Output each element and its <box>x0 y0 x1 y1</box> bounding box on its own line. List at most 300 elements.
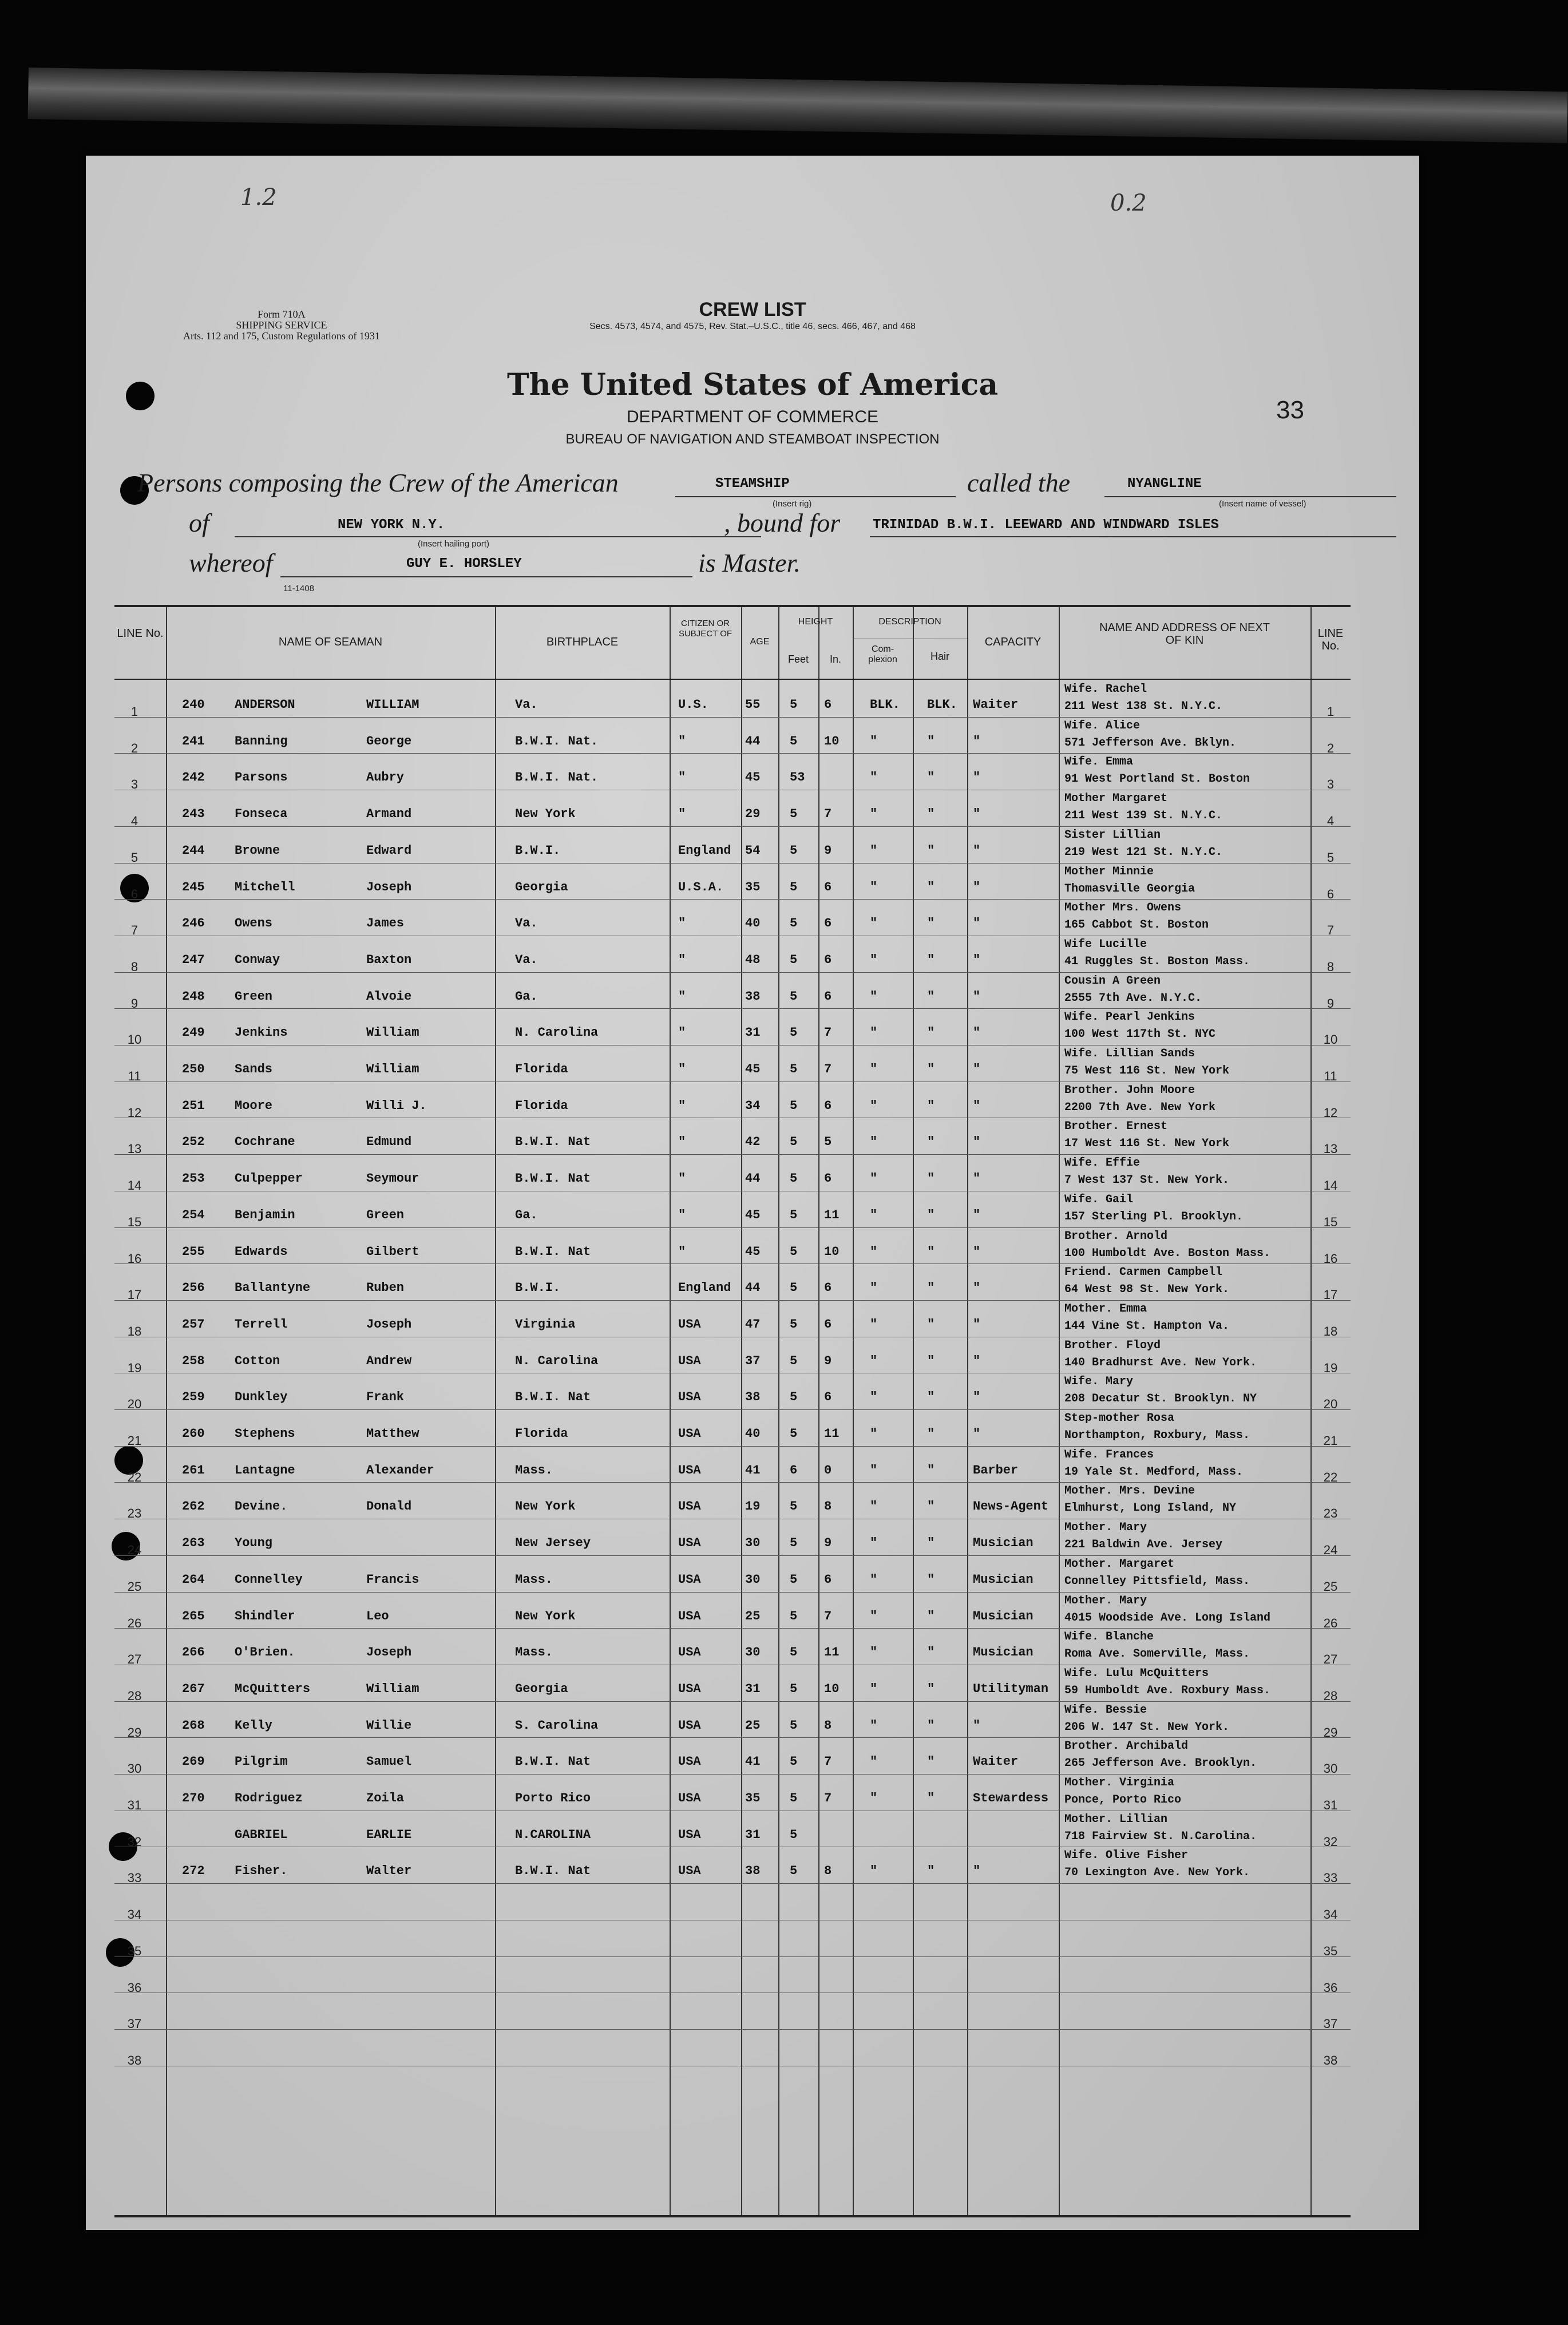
height-feet: 5 <box>790 989 798 1004</box>
line-number-right: 35 <box>1323 1943 1338 1958</box>
line-number-right: 7 <box>1327 923 1335 938</box>
birthplace: New York <box>515 1499 576 1514</box>
col-divider <box>913 607 914 2215</box>
citizenship: England <box>678 843 731 858</box>
header-citizen: CITIZEN OR SUBJECT OF <box>678 619 732 639</box>
age: 38 <box>745 989 761 1004</box>
next-of-kin-address: 64 West 98 St. New York. <box>1064 1283 1230 1297</box>
citizenship: " <box>678 1135 686 1150</box>
port-hint: (Insert hailing port) <box>418 539 490 549</box>
height-inches: 7 <box>824 1791 832 1805</box>
height-inches: 6 <box>824 989 832 1004</box>
header-feet: Feet <box>787 653 809 665</box>
line-number: 14 <box>127 1178 142 1193</box>
seaman-surname: Jenkins <box>235 1025 288 1040</box>
header-line-no-right: LINE No. <box>1317 627 1344 652</box>
seaman-given-name: Andrew <box>366 1353 412 1368</box>
next-of-kin-name: Friend. Carmen Campbell <box>1064 1266 1223 1280</box>
whereof-label: whereof <box>189 548 273 577</box>
row-divider <box>114 1737 1351 1738</box>
col-divider <box>741 607 742 2215</box>
seaman-surname: Parsons <box>235 770 288 785</box>
next-of-kin-name: Mother Margaret <box>1064 792 1168 806</box>
citizenship: USA <box>678 1463 701 1478</box>
hair: " <box>927 770 935 785</box>
complexion: " <box>870 1572 878 1587</box>
capacity: News-Agent <box>973 1499 1049 1514</box>
seaman-surname: Young <box>235 1536 273 1551</box>
line-number: 6 <box>130 886 138 901</box>
seaman-number: 265 <box>182 1609 205 1623</box>
hair: " <box>927 1427 935 1441</box>
seaman-given-name: Gilbert <box>366 1244 419 1259</box>
hair: " <box>927 1207 935 1222</box>
hair: " <box>927 1062 935 1076</box>
height-inches: 7 <box>824 1609 832 1623</box>
next-of-kin-name: Wife. Frances <box>1064 1448 1154 1461</box>
seaman-number: 249 <box>182 1025 205 1040</box>
seaman-number: 244 <box>182 843 205 858</box>
seaman-number: 258 <box>182 1353 205 1368</box>
citizenship: " <box>678 770 686 785</box>
height-inches: 5 <box>824 1135 832 1150</box>
citizenship: " <box>678 952 686 967</box>
citizenship: USA <box>678 1754 701 1769</box>
next-of-kin-name: Mother. Virginia <box>1064 1776 1175 1789</box>
seaman-surname: Green <box>235 989 273 1004</box>
line-number-right: 15 <box>1323 1214 1338 1229</box>
seaman-number: 266 <box>182 1645 205 1660</box>
height-feet: 5 <box>790 1427 798 1441</box>
citizenship: USA <box>678 1645 701 1660</box>
citizenship: " <box>678 1207 686 1222</box>
next-of-kin-name: Mother Mrs. Owens <box>1064 901 1182 915</box>
citizenship: " <box>678 1062 686 1076</box>
height-inches: 7 <box>824 1062 832 1076</box>
complexion: " <box>870 1025 878 1040</box>
seaman-given-name: Ruben <box>366 1281 405 1296</box>
row-divider <box>114 1446 1351 1447</box>
line-number-right: 21 <box>1323 1433 1338 1448</box>
citizenship: USA <box>678 1427 701 1441</box>
birthplace: S. Carolina <box>515 1718 599 1733</box>
age: 41 <box>745 1463 761 1478</box>
line-number: 9 <box>130 996 138 1011</box>
capacity: " <box>973 1207 981 1222</box>
line-number-right: 32 <box>1323 1834 1338 1849</box>
hair: " <box>927 1536 935 1551</box>
complexion: " <box>870 1281 878 1296</box>
age: 41 <box>745 1754 761 1769</box>
seaman-given-name: James <box>366 916 405 931</box>
row-divider <box>114 2029 1351 2030</box>
next-of-kin-address: 59 Humboldt Ave. Roxbury Mass. <box>1064 1684 1271 1697</box>
next-of-kin-address: 144 Vine St. Hampton Va. <box>1064 1319 1230 1333</box>
next-of-kin-address: Roma Ave. Somerville, Mass. <box>1064 1647 1250 1661</box>
height-feet: 5 <box>790 880 798 894</box>
col-divider <box>778 607 779 2215</box>
citizenship: USA <box>678 1390 701 1405</box>
birthplace: Florida <box>515 1098 568 1113</box>
seaman-surname: Cochrane <box>235 1135 295 1150</box>
seaman-surname: GABRIEL <box>235 1827 288 1842</box>
complexion: " <box>870 1681 878 1696</box>
line-number: 18 <box>127 1324 142 1338</box>
row-divider <box>114 1300 1351 1301</box>
age: 31 <box>745 1681 761 1696</box>
seaman-surname: Conway <box>235 952 280 967</box>
age: 30 <box>745 1645 761 1660</box>
col-divider <box>495 607 496 2215</box>
capacity: Barber <box>973 1463 1019 1478</box>
hair: " <box>927 1463 935 1478</box>
age: 55 <box>745 698 761 712</box>
next-of-kin-address: 165 Cabbot St. Boston <box>1064 918 1209 932</box>
birthplace: New Jersey <box>515 1536 591 1551</box>
next-of-kin-name: Sister Lillian <box>1064 828 1161 842</box>
birthplace: B.W.I. <box>515 843 561 858</box>
height-feet: 5 <box>790 1609 798 1623</box>
age: 30 <box>745 1536 761 1551</box>
seaman-surname: Owens <box>235 916 273 931</box>
citizenship: England <box>678 1281 731 1296</box>
birthplace: Va. <box>515 952 538 967</box>
birthplace: B.W.I. Nat <box>515 1244 591 1259</box>
header-complexion: Com-plexion <box>868 644 897 664</box>
height-inches: 9 <box>824 843 832 858</box>
seaman-surname: McQuitters <box>235 1681 311 1696</box>
seaman-number: 259 <box>182 1390 205 1405</box>
capacity: Musician <box>973 1645 1034 1660</box>
height-feet: 5 <box>790 1098 798 1113</box>
of-label: of <box>189 508 209 537</box>
next-of-kin-name: Step-mother Rosa <box>1064 1412 1175 1425</box>
height-feet: 5 <box>790 1244 798 1259</box>
complexion: " <box>870 1645 878 1660</box>
next-of-kin-name: Wife. Blanche <box>1064 1630 1154 1644</box>
header-name: NAME OF SEAMAN <box>278 636 383 648</box>
line-number: 7 <box>130 923 138 938</box>
complexion: " <box>870 1864 878 1879</box>
vessel-hint: (Insert name of vessel) <box>1219 499 1306 509</box>
destination-underline <box>870 536 1396 537</box>
citizenship: USA <box>678 1317 701 1332</box>
vessel-name: NYANGLINE <box>1127 476 1202 492</box>
age: 35 <box>745 880 761 894</box>
line-number: 30 <box>127 1761 142 1776</box>
line-number-right: 37 <box>1323 2017 1338 2031</box>
birthplace: New York <box>515 1609 576 1623</box>
complexion: " <box>870 989 878 1004</box>
row-divider <box>114 753 1351 754</box>
citizenship: " <box>678 1025 686 1040</box>
crew-table <box>114 605 1351 2217</box>
height-feet: 5 <box>790 1718 798 1733</box>
complexion: " <box>870 1317 878 1332</box>
citizenship: " <box>678 989 686 1004</box>
citizenship: " <box>678 1244 686 1259</box>
next-of-kin-address: 2200 7th Ave. New York <box>1064 1100 1216 1114</box>
line-number-right: 18 <box>1323 1324 1338 1338</box>
complexion: " <box>870 1536 878 1551</box>
seaman-given-name: George <box>366 734 412 748</box>
seaman-number: 262 <box>182 1499 205 1514</box>
age: 45 <box>745 1244 761 1259</box>
height-inches: 8 <box>824 1718 832 1733</box>
birthplace: Georgia <box>515 1681 568 1696</box>
line-number-right: 36 <box>1323 1980 1338 1995</box>
seaman-given-name: Francis <box>366 1572 419 1587</box>
height-feet: 5 <box>790 952 798 967</box>
height-inches: 6 <box>824 952 832 967</box>
hair: " <box>927 1681 935 1696</box>
height-inches: 11 <box>824 1207 840 1222</box>
age: 34 <box>745 1098 761 1113</box>
citizenship: U.S.A. <box>678 880 724 894</box>
line-number: 20 <box>127 1397 142 1412</box>
citizenship: U.S. <box>678 698 708 712</box>
age: 45 <box>745 1062 761 1076</box>
row-divider <box>114 1774 1351 1775</box>
birthplace: B.W.I. Nat <box>515 1754 591 1769</box>
seaman-surname: Ballantyne <box>235 1281 311 1296</box>
header-divider <box>114 679 1351 680</box>
next-of-kin-name: Wife. Bessie <box>1064 1703 1147 1717</box>
seaman-given-name: William <box>366 1025 419 1040</box>
next-of-kin-address: 17 West 116 St. New York <box>1064 1137 1230 1151</box>
birthplace: B.W.I. Nat <box>515 1864 591 1879</box>
birthplace: B.W.I. Nat <box>515 1171 591 1186</box>
seaman-surname: Benjamin <box>235 1207 295 1222</box>
hair: " <box>927 1098 935 1113</box>
height-feet: 5 <box>790 1281 798 1296</box>
next-of-kin-address: 718 Fairview St. N.Carolina. <box>1064 1829 1257 1843</box>
seaman-surname: O'Brien. <box>235 1645 295 1660</box>
next-of-kin-address: 157 Sterling Pl. Brooklyn. <box>1064 1210 1244 1223</box>
line-number-right: 6 <box>1327 886 1335 901</box>
line-number: 37 <box>127 2017 142 2031</box>
next-of-kin-address: 41 Ruggles St. Boston Mass. <box>1064 954 1250 968</box>
seaman-number: 263 <box>182 1536 205 1551</box>
height-inches: 6 <box>824 1281 832 1296</box>
height-feet: 5 <box>790 1645 798 1660</box>
line-number: 11 <box>128 1069 141 1083</box>
seaman-given-name: Matthew <box>366 1427 419 1441</box>
hair: " <box>927 1281 935 1296</box>
seaman-surname: Culpepper <box>235 1171 303 1186</box>
birthplace: Mass. <box>515 1463 553 1478</box>
next-of-kin-address: 75 West 116 St. New York <box>1064 1064 1230 1078</box>
shipping-service: SHIPPING SERVICE <box>236 319 327 331</box>
line-number: 32 <box>127 1834 142 1849</box>
next-of-kin-name: Wife. Gail <box>1064 1193 1134 1206</box>
height-inches: 7 <box>824 807 832 822</box>
hair: " <box>927 989 935 1004</box>
height-feet: 5 <box>790 1025 798 1040</box>
citizenship: USA <box>678 1499 701 1514</box>
row-divider <box>114 1482 1351 1483</box>
age: 44 <box>745 1171 761 1186</box>
height-feet: 5 <box>790 1353 798 1368</box>
hair: " <box>927 880 935 894</box>
line-number-right: 5 <box>1327 850 1335 865</box>
next-of-kin-address: 100 West 117th St. NYC <box>1064 1028 1216 1041</box>
header-line-no: LINE No. <box>117 627 164 640</box>
height-inches: 6 <box>824 1572 832 1587</box>
seaman-number: 243 <box>182 807 205 822</box>
height-feet: 53 <box>790 770 805 785</box>
seaman-number: 255 <box>182 1244 205 1259</box>
seaman-given-name: Alexander <box>366 1463 434 1478</box>
line-number-right: 26 <box>1323 1615 1338 1630</box>
hair: " <box>927 1499 935 1514</box>
height-feet: 5 <box>790 1536 798 1551</box>
handwritten-note-right: 0.2 <box>1110 190 1147 216</box>
complexion: " <box>870 1754 878 1769</box>
height-feet: 5 <box>790 1827 798 1842</box>
capacity: " <box>973 843 981 858</box>
height-feet: 5 <box>790 1390 798 1405</box>
country-heading: The United States of America <box>506 367 999 402</box>
seaman-surname: Browne <box>235 843 280 858</box>
line-number: 34 <box>127 1907 142 1922</box>
line-number-right: 1 <box>1327 704 1335 719</box>
header-height: HEIGHT <box>798 617 833 627</box>
next-of-kin-name: Wife. Alice <box>1064 719 1141 732</box>
height-feet: 5 <box>790 1317 798 1332</box>
next-of-kin-address: 265 Jefferson Ave. Brooklyn. <box>1064 1757 1257 1771</box>
height-inches: 6 <box>824 916 832 931</box>
height-inches: 0 <box>824 1463 832 1478</box>
birthplace: Florida <box>515 1062 568 1076</box>
header-capacity: CAPACITY <box>984 636 1042 648</box>
line-number-right: 9 <box>1327 996 1335 1011</box>
row-divider <box>114 1701 1351 1702</box>
line-number-right: 34 <box>1323 1907 1338 1922</box>
seaman-number: 256 <box>182 1281 205 1296</box>
next-of-kin-address: 4015 Woodside Ave. Long Island <box>1064 1611 1271 1625</box>
row-divider <box>114 1956 1351 1957</box>
seaman-surname: Stephens <box>235 1427 295 1441</box>
col-divider <box>967 607 968 2215</box>
arts-reference: Arts. 112 and 175, Custom Regulations of 1931 <box>183 330 380 342</box>
age: 31 <box>745 1025 761 1040</box>
height-feet: 5 <box>790 843 798 858</box>
next-of-kin-name: Brother. Floyd <box>1064 1338 1161 1352</box>
age: 48 <box>745 952 761 967</box>
next-of-kin-name: Brother. John Moore <box>1064 1083 1195 1097</box>
age: 42 <box>745 1135 761 1150</box>
seaman-surname: Edwards <box>235 1244 288 1259</box>
line-number-right: 8 <box>1327 959 1335 974</box>
capacity: " <box>973 1098 981 1113</box>
hair: " <box>927 1171 935 1186</box>
next-of-kin-name: Mother. Mary <box>1064 1594 1147 1607</box>
age: 38 <box>745 1864 761 1879</box>
seaman-surname: Rodriguez <box>235 1791 303 1805</box>
line-number: 36 <box>127 1980 142 1995</box>
is-master-label: is Master. <box>698 548 801 577</box>
rig-underline <box>675 496 956 497</box>
seaman-surname: Cotton <box>235 1353 280 1368</box>
hair: " <box>927 843 935 858</box>
age: 38 <box>745 1390 761 1405</box>
height-inches: 9 <box>824 1536 832 1551</box>
complexion: " <box>870 734 878 748</box>
hair: " <box>927 952 935 967</box>
line-number: 38 <box>127 2053 142 2067</box>
next-of-kin-name: Brother. Ernest <box>1064 1120 1168 1134</box>
birthplace: B.W.I. <box>515 1281 561 1296</box>
seaman-given-name: William <box>366 1062 419 1076</box>
line-number-right: 20 <box>1323 1397 1338 1412</box>
citizenship: USA <box>678 1572 701 1587</box>
height-inches: 6 <box>824 1098 832 1113</box>
capacity: " <box>973 807 981 822</box>
line-number: 19 <box>127 1360 142 1375</box>
seaman-number: 241 <box>182 734 205 748</box>
next-of-kin-address: 211 West 138 St. N.Y.C. <box>1064 700 1223 713</box>
seaman-number: 246 <box>182 916 205 931</box>
capacity: " <box>973 770 981 785</box>
col-divider <box>670 607 671 2215</box>
line-number: 21 <box>127 1433 142 1448</box>
seaman-surname: Terrell <box>235 1317 288 1332</box>
line-number-right: 33 <box>1323 1871 1338 1886</box>
height-feet: 5 <box>790 807 798 822</box>
row-divider <box>114 863 1351 864</box>
rig-hint: (Insert rig) <box>773 499 812 509</box>
complexion: " <box>870 880 878 894</box>
complexion: " <box>870 1135 878 1150</box>
row-divider <box>114 1628 1351 1629</box>
line-number: 35 <box>127 1943 142 1958</box>
capacity: Utilityman <box>973 1681 1049 1696</box>
height-feet: 6 <box>790 1463 798 1478</box>
capacity: " <box>973 1317 981 1332</box>
seaman-surname: Connelley <box>235 1572 303 1587</box>
capacity: " <box>973 1171 981 1186</box>
age: 44 <box>745 1281 761 1296</box>
row-divider <box>114 826 1351 827</box>
seaman-surname: Moore <box>235 1098 273 1113</box>
seaman-number: 267 <box>182 1681 205 1696</box>
height-inches: 10 <box>824 734 840 748</box>
citizenship: " <box>678 807 686 822</box>
line-number-right: 24 <box>1323 1543 1338 1558</box>
capacity: " <box>973 989 981 1004</box>
line-number: 26 <box>127 1615 142 1630</box>
line-number: 23 <box>127 1506 142 1521</box>
next-of-kin-address: 221 Baldwin Ave. Jersey <box>1064 1538 1223 1552</box>
seaman-number: 247 <box>182 952 205 967</box>
height-inches: 6 <box>824 1171 832 1186</box>
header-age: AGE <box>750 637 770 647</box>
line-number-right: 38 <box>1323 2053 1338 2067</box>
line-number: 33 <box>127 1871 142 1886</box>
height-inches: 6 <box>824 1390 832 1405</box>
hair: " <box>927 807 935 822</box>
handwritten-note-left: 1.2 <box>240 184 277 211</box>
height-inches: 11 <box>824 1427 840 1441</box>
complexion: " <box>870 1463 878 1478</box>
capacity: " <box>973 1025 981 1040</box>
capacity: Waiter <box>973 698 1019 712</box>
seaman-given-name: EARLIE <box>366 1827 412 1842</box>
complexion: " <box>870 1427 878 1441</box>
age: 45 <box>745 1207 761 1222</box>
age: 25 <box>745 1609 761 1623</box>
